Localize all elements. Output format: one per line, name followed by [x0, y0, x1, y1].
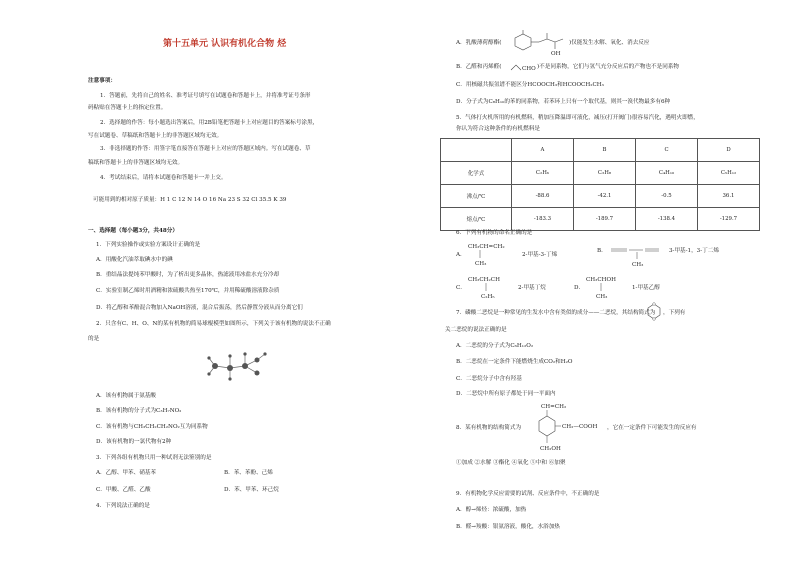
option-line: A．二恶烷的分子式为C₆H₁₂O₂: [456, 343, 534, 349]
formula-text: CH₃CHOH: [586, 277, 617, 283]
table-cell: C₃H₈: [574, 162, 636, 185]
formula-text: C₂H₅: [481, 294, 495, 300]
right-column: [397, 0, 794, 562]
formula-text: CH₃: [632, 262, 644, 268]
option-line: A．乳酸薄荷醇酯(: [456, 40, 502, 46]
cho-label: CHO: [522, 66, 536, 72]
question-line: 8．某有机物的结构简式为: [456, 425, 522, 431]
option-line: C．二恶烷分子中含有羟基: [456, 376, 522, 382]
question-line: 3．下列各组有机物只用一种试剂无法鉴别的是: [96, 455, 212, 461]
option-letter: C．: [456, 285, 466, 291]
table-cell: 熔点/℃: [441, 208, 512, 231]
table-cell: C₅H₁₂: [698, 162, 760, 185]
table-cell: [441, 139, 512, 162]
formula-text: CH₃: [596, 294, 608, 300]
table-cell: -88.6: [512, 185, 574, 208]
option-name: 2-甲基丁烷: [518, 285, 546, 291]
notice-heading: 注意事项：: [88, 78, 116, 84]
question-line: ，它在一定条件下可能发生的反应有: [607, 425, 697, 431]
option-letter: D．: [574, 285, 585, 291]
question-line: 关二恶烷的说法正确的是: [445, 327, 507, 333]
table-cell: -0.5: [636, 185, 698, 208]
notice-line: 写在试题卷、草稿纸和答题卡上的非答题区域均无效。: [88, 133, 223, 139]
table-cell: C₂H₆: [512, 162, 574, 185]
q6-option-b-structure: [597, 240, 757, 270]
option-line: B．苯、苯酚、己烯: [224, 470, 273, 476]
question-line: 7．磷酸二恶烷是一种常见的生发水中含有类似的成分——二恶烷，其结构简式为: [456, 310, 656, 316]
dioxane-structure-image: [647, 303, 661, 321]
oh-label: OH: [551, 51, 561, 57]
option-line: C．甲酸、乙醛、乙酸: [96, 487, 151, 493]
fuel-properties-table: [440, 138, 760, 231]
table-cell: B: [574, 139, 636, 162]
table-row: [441, 162, 760, 185]
question-line: 9．有机物化学反应需要的试剂、反应条件中，不正确的是: [456, 491, 600, 497]
question-line: 2．只含有C、H、O、N的某有机物的简易球棍模型如图所示，下列关于该有机物的说法不正确: [96, 321, 331, 327]
notice-line: 4．考试结束后，请将本试题卷和答题卡一并上交。: [100, 175, 227, 181]
table-cell: -129.7: [698, 208, 760, 231]
option-letter: A．: [456, 252, 466, 258]
page-title: 第十五单元 认识有机化合物 烃: [163, 39, 287, 49]
option-line: D．该有机物的一氯代物有2种: [96, 439, 172, 445]
table-cell: -183.3: [512, 208, 574, 231]
option-line: D．苯、甲苯、环己烷: [224, 487, 279, 493]
option-name: 3-甲基-1，3-丁二烯: [669, 248, 719, 254]
formula-text: CH=CH₂: [541, 404, 567, 410]
question-line: ，下列有: [663, 310, 686, 316]
atomic-mass-line: 可能用到的相对原子质量：H 1 C 12 N 14 O 16 Na 23 S 32 Cl 35.5 K 39: [93, 197, 287, 203]
q6-option-a-structure: [456, 240, 596, 270]
table-cell: -138.4: [636, 208, 698, 231]
option-line: B．重结晶法提纯苯甲酸时，为了析出更多晶体，热滤液用冰盐水充分冷却: [96, 272, 280, 278]
option-line: )仅能发生水解、氧化、消去反应: [569, 40, 650, 46]
notice-line: 3．非选择题的作答：用签字笔直接答在答题卡上对应的答题区域内。写在试题卷、草: [100, 146, 311, 152]
q8-structure-image: [525, 402, 605, 458]
notice-line: 码粘贴在答题卡上的指定位置。: [88, 105, 167, 111]
section-heading: 一、选择题（每小题3分，共48分）: [88, 228, 178, 234]
table-cell: A: [512, 139, 574, 162]
notice-line: 2．选择题的作答：每小题选出答案后，用2B铅笔把答题卡上对应题目的答案标号涂黑，: [100, 120, 319, 126]
option-line: A．该有机物属于氨基酸: [96, 393, 156, 399]
question-line: 的是: [88, 336, 100, 342]
question-line: 6．下列有机物的命名正确的是: [456, 230, 533, 236]
table-cell: C₄H₁₀: [636, 162, 698, 185]
option-line: B．该有机物的分子式为C₃H₇NO₂: [96, 408, 182, 414]
question-line: 你认为符合这种条件的有机燃料是: [456, 126, 540, 132]
option-line: )不是同系物，它们与氢气充分反应后的产物也不是同系物: [537, 64, 680, 70]
option-line: B．乙醛和丙烯醛(: [456, 64, 502, 70]
option-line: D．将乙醇和苯酚混合物加入NaOH溶液，混合后振荡，然后静置分液从而分离它们: [96, 305, 303, 311]
question-line: 4．下列说法正确的是: [96, 503, 150, 509]
formula-text: CH₂OH: [540, 446, 561, 452]
table-row: [441, 208, 760, 231]
option-line: B．二恶烷在一定条件下能燃烧生成CO₂和H₂O: [456, 359, 573, 365]
formula-text: CH₃: [475, 261, 487, 267]
option-line: C．该有机物与CH₃CH₂CH₂NO₂互为同系物: [96, 424, 208, 430]
option-line: D．分子式为C₈H₁₀的苯的同系物，若苯环上只有一个取代基，则其一溴代物最多有6种: [456, 99, 671, 105]
formula-text: CH₃CH₂CH: [468, 277, 500, 283]
option-line: B．醛→羧酸：银氨溶液，酸化，水浴加热: [456, 524, 560, 530]
table-row: [441, 185, 760, 208]
ball-stick-model-image: [205, 346, 275, 386]
table-cell: 沸点/℃: [441, 185, 512, 208]
table-cell: 化学式: [441, 162, 512, 185]
question-line: 1．下列实验操作或实验方案设计正确的是: [96, 242, 201, 248]
option-line: C．用核磁共振氢谱不能区分HCOOCH₃和HCOOCH₂CH₃: [456, 82, 604, 88]
menthyl-lactate-structure-image: [509, 30, 567, 56]
table-cell: 36.1: [698, 185, 760, 208]
option-line: A．乙醇、甲苯、硝基苯: [96, 470, 156, 476]
q6-option-d-structure: [574, 273, 714, 303]
table-cell: -42.1: [574, 185, 636, 208]
table-cell: -189.7: [574, 208, 636, 231]
option-line: D．二恶烷中所有原子都处于同一平面内: [456, 391, 556, 397]
formula-text: CH₃CH=CH₂: [468, 244, 505, 250]
option-line: ①加成 ②水解 ③酯化 ④氧化 ⑤中和 ⑥加聚: [456, 460, 566, 466]
table-header-row: [441, 139, 760, 162]
option-line: C．实验室制乙烯时用酒精和浓硫酸共热至170℃，并用稀硫酸溶液除杂质: [96, 288, 280, 294]
notice-line: 稿纸和答题卡上的非答题区域均无效。: [88, 160, 184, 166]
acrolein-structure-image: [510, 61, 536, 73]
option-letter: B．: [597, 248, 607, 254]
notice-line: 1．答题前，先将自己的姓名、准考证号填写在试题卷和答题卡上，并将准考证号条形: [100, 93, 311, 99]
table-cell: D: [698, 139, 760, 162]
option-name: 2-甲基-3-丁烯: [522, 252, 558, 258]
formula-text: CH₂—COOH: [562, 424, 598, 430]
question-line: 5．气体打火机所用的有机燃料，稍加压降温即可液化，减压(打开阀门)很容易汽化，遇明火即燃，: [456, 115, 699, 121]
option-name: 1-甲基乙醇: [632, 285, 660, 291]
option-line: A．醇→烯烃：浓硫酸，加热: [456, 507, 527, 513]
table-cell: C: [636, 139, 698, 162]
option-line: A．用酸化汽油萃取碘水中的碘: [96, 257, 173, 263]
